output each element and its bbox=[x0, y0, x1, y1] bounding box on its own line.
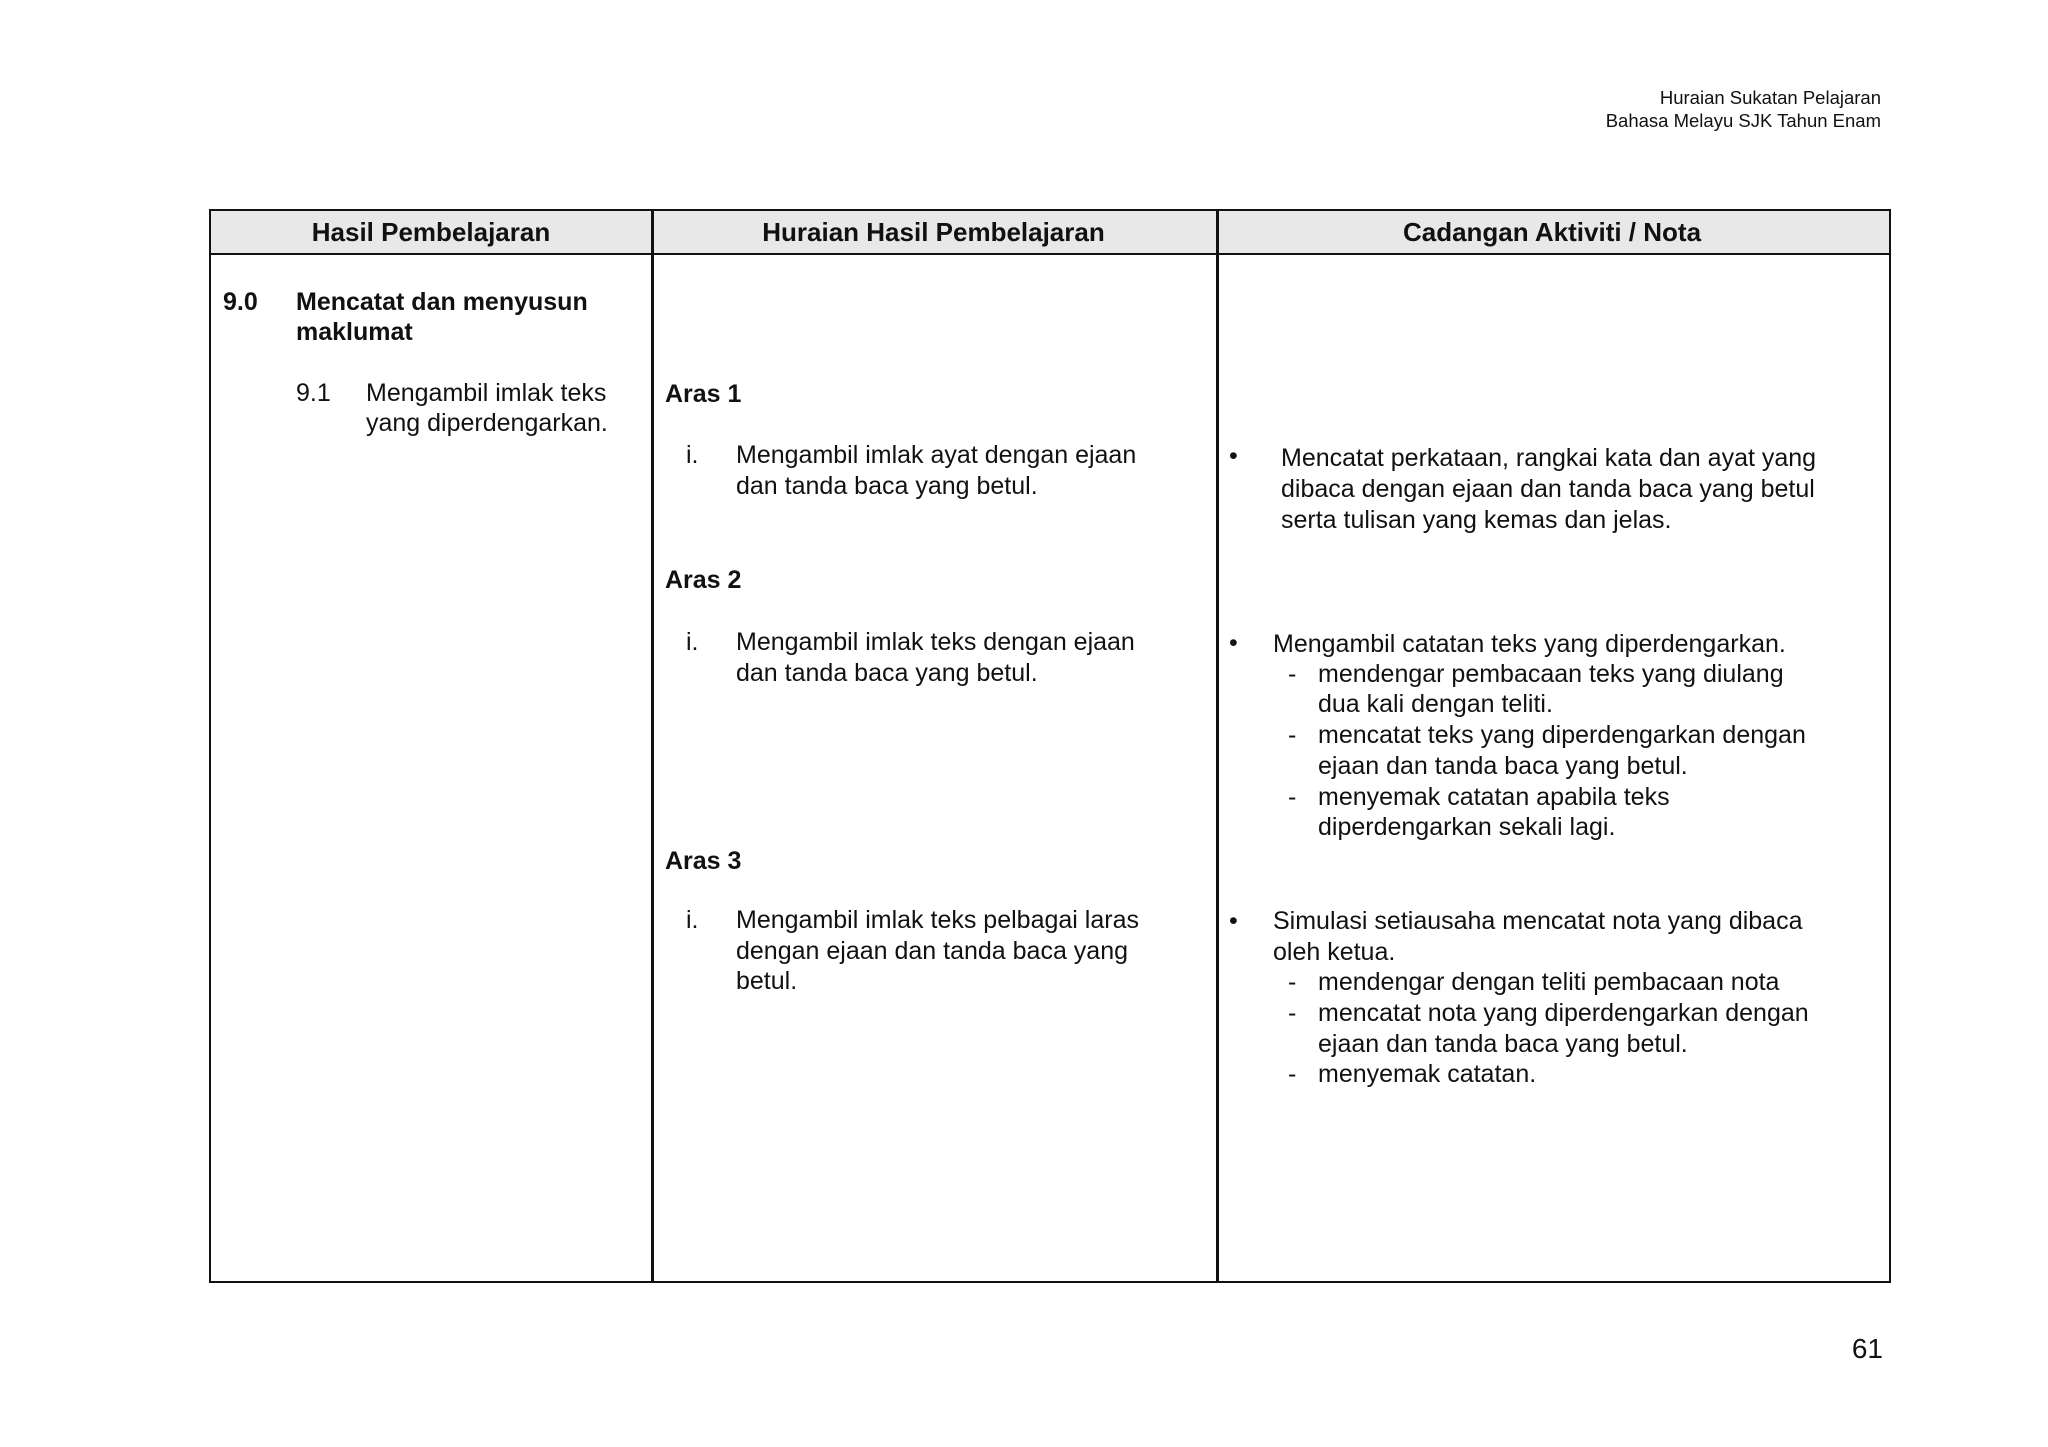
level-item-text: dan tanda baca yang betul. bbox=[736, 472, 1038, 500]
activity-text: Mencatat perkataan, rangkai kata dan ayat yang bbox=[1281, 444, 1817, 472]
column-header-cadangan: Cadangan Aktiviti / Nota bbox=[1402, 217, 1702, 247]
activity-text: serta tulisan yang kemas dan jelas. bbox=[1281, 506, 1672, 534]
level-item-text: Mengambil imlak ayat dengan ejaan bbox=[736, 441, 1137, 469]
level-label: Aras 3 bbox=[665, 847, 742, 875]
table-header-row bbox=[211, 211, 1889, 255]
level-item-text: dan tanda baca yang betul. bbox=[736, 659, 1038, 687]
header-line-2: Bahasa Melayu SJK Tahun Enam bbox=[1605, 110, 1881, 131]
level-item-number: i. bbox=[686, 906, 699, 934]
outcome-number: 9.1 bbox=[296, 379, 331, 407]
level-label: Aras 2 bbox=[665, 566, 742, 594]
level-item-number: i. bbox=[686, 628, 699, 656]
level-item-text: Mengambil imlak teks pelbagai laras bbox=[736, 906, 1139, 934]
dash: - bbox=[1288, 1060, 1297, 1088]
activity-subitem: ejaan dan tanda baca yang betul. bbox=[1318, 1030, 1688, 1058]
syllabus-table bbox=[209, 209, 1891, 1283]
activity-text: dibaca dengan ejaan dan tanda baca yang betul bbox=[1281, 475, 1815, 503]
activity-subitem: diperdengarkan sekali lagi. bbox=[1318, 813, 1616, 841]
dash: - bbox=[1288, 999, 1297, 1027]
bullet: • bbox=[1229, 907, 1238, 935]
column-divider bbox=[1216, 211, 1219, 1281]
activity-text: oleh ketua. bbox=[1273, 938, 1396, 966]
level-label: Aras 1 bbox=[665, 380, 742, 408]
activity-subitem: menyemak catatan. bbox=[1318, 1060, 1537, 1088]
activity-text: Mengambil catatan teks yang diperdengarkan. bbox=[1273, 630, 1786, 658]
activity-subitem: ejaan dan tanda baca yang betul. bbox=[1318, 752, 1688, 780]
column-header-hasil: Hasil Pembelajaran bbox=[311, 217, 551, 247]
activity-subitem: mencatat nota yang diperdengarkan dengan bbox=[1318, 999, 1809, 1027]
activity-subitem: mendengar dengan teliti pembacaan nota bbox=[1318, 968, 1780, 996]
column-header-huraian: Huraian Hasil Pembelajaran bbox=[762, 217, 1105, 247]
level-item-text: dengan ejaan dan tanda baca yang bbox=[736, 937, 1129, 965]
section-title: Mencatat dan menyusun bbox=[296, 288, 588, 316]
header-line-1: Huraian Sukatan Pelajaran bbox=[1659, 87, 1881, 108]
activity-subitem: dua kali dengan teliti. bbox=[1318, 690, 1553, 718]
activity-subitem: mencatat teks yang diperdengarkan dengan bbox=[1318, 721, 1806, 749]
activity-subitem: menyemak catatan apabila teks bbox=[1318, 783, 1670, 811]
dash: - bbox=[1288, 783, 1297, 811]
outcome-text: Mengambil imlak teks bbox=[366, 379, 607, 407]
outcome-text: yang diperdengarkan. bbox=[366, 409, 608, 437]
running-header bbox=[1606, 86, 1881, 132]
level-item-text: Mengambil imlak teks dengan ejaan bbox=[736, 628, 1135, 656]
activity-subitem: mendengar pembacaan teks yang diulang bbox=[1318, 660, 1784, 688]
column-divider bbox=[651, 211, 654, 1281]
dash: - bbox=[1288, 721, 1297, 749]
level-item-text: betul. bbox=[736, 967, 798, 995]
page-number: 61 bbox=[1851, 1333, 1883, 1364]
dash: - bbox=[1288, 968, 1297, 996]
section-title: maklumat bbox=[296, 318, 413, 346]
section-number: 9.0 bbox=[223, 288, 258, 316]
dash: - bbox=[1288, 660, 1297, 688]
bullet: • bbox=[1229, 629, 1238, 657]
bullet: • bbox=[1229, 442, 1238, 470]
activity-text: Simulasi setiausaha mencatat nota yang dibaca bbox=[1273, 907, 1803, 935]
level-item-number: i. bbox=[686, 441, 699, 469]
